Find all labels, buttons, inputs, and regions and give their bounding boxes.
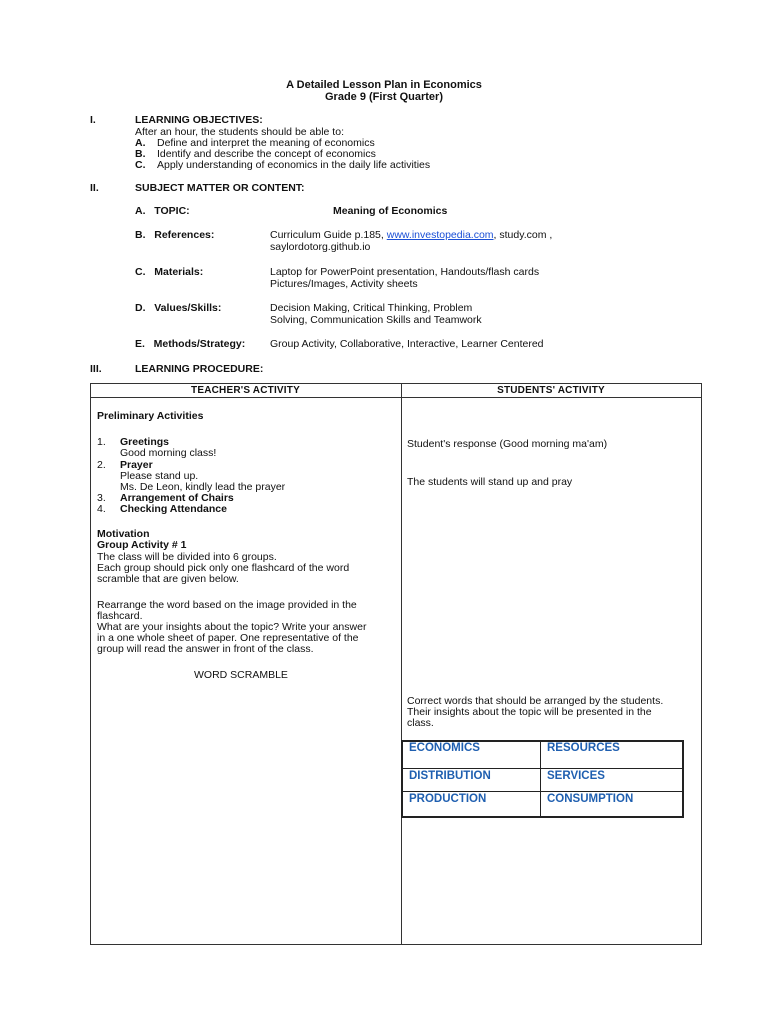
insight-line-3: group will read the answer in front of the class. <box>97 643 314 655</box>
step-title-prayer: Prayer <box>120 459 153 471</box>
section-number-2: II. <box>90 182 99 194</box>
word-table-column-divider <box>540 742 541 816</box>
materials-line-2: Pictures/Images, Activity sheets <box>270 278 418 290</box>
group-activity-heading: Group Activity # 1 <box>97 539 187 551</box>
procedure-table-header-rule <box>90 397 701 398</box>
step-line-prayer-1: Please stand up. <box>120 470 199 482</box>
step-line-prayer-2: Ms. De Leon, kindly lead the prayer <box>120 481 286 493</box>
student-response-greeting: Student's response (Good morning ma'am) <box>407 438 608 450</box>
word-table-row-divider-2 <box>403 791 682 792</box>
materials-label: C. Materials: <box>135 266 204 278</box>
section-number-3: III. <box>90 363 102 375</box>
references-text-post: , study.com , <box>493 229 553 241</box>
references-line-1 <box>270 229 552 241</box>
preliminary-activities-heading: Preliminary Activities <box>97 410 204 422</box>
group-activity-line-2: Each group should pick only one flashcard of the word <box>97 562 350 574</box>
word-cell: RESOURCES <box>547 742 620 754</box>
insight-line-2: in a one whole sheet of paper. One representative of the <box>97 632 359 644</box>
step-number-3: 3. <box>97 492 106 504</box>
values-label: D. Values/Skills: <box>135 302 222 314</box>
word-table-row-divider-1 <box>403 768 682 769</box>
word-cell: PRODUCTION <box>409 793 487 805</box>
procedure-heading: LEARNING PROCEDURE: <box>135 363 264 375</box>
materials-line-1: Laptop for PowerPoint presentation, Handouts/flash cards <box>270 266 540 278</box>
methods-value: Group Activity, Collaborative, Interactive, Learner Centered <box>270 338 544 350</box>
student-response-prayer: The students will stand up and pray <box>407 476 573 488</box>
group-activity-line-3: scramble that are given below. <box>97 573 239 585</box>
rearrange-line-1: Rearrange the word based on the image provided in the <box>97 599 357 611</box>
objective-letter-c: C. <box>135 159 146 171</box>
correct-words-line-1: Correct words that should be arranged by the students. <box>407 695 664 707</box>
word-cell: ECONOMICS <box>409 742 480 754</box>
topic-label: A. TOPIC: <box>135 205 190 217</box>
objectives-heading: LEARNING OBJECTIVES: <box>135 114 263 126</box>
step-title-attendance: Checking Attendance <box>120 503 227 515</box>
word-scramble-label: WORD SCRAMBLE <box>194 669 288 681</box>
teacher-activity-header: TEACHER'S ACTIVITY <box>191 385 300 396</box>
document-title: A Detailed Lesson Plan in Economics <box>286 79 482 91</box>
word-cell: CONSUMPTION <box>547 793 634 805</box>
references-text-pre: Curriculum Guide p.185, <box>270 229 387 241</box>
step-line-greetings: Good morning class! <box>120 447 217 459</box>
insight-line-1: What are your insights about the topic? Write your answer <box>97 621 367 633</box>
rearrange-line-2: flashcard. <box>97 610 143 622</box>
procedure-table-divider <box>401 383 402 944</box>
investopedia-link[interactable]: www.investopedia.com <box>386 229 494 241</box>
step-number-1: 1. <box>97 436 106 448</box>
subject-heading: SUBJECT MATTER OR CONTENT: <box>135 182 305 194</box>
references-label: B. References: <box>135 229 215 241</box>
methods-label: E. Methods/Strategy: <box>135 338 246 350</box>
word-cell: SERVICES <box>547 770 605 782</box>
word-answer-table <box>401 740 684 818</box>
objective-text-b: Identify and describe the concept of economics <box>157 148 376 160</box>
correct-words-line-3: class. <box>407 717 434 729</box>
objective-letter-b: B. <box>135 148 146 160</box>
values-line-2: Solving, Communication Skills and Teamwork <box>270 314 482 326</box>
section-number-1: I. <box>90 114 96 126</box>
word-cell: DISTRIBUTION <box>409 770 491 782</box>
values-line-1: Decision Making, Critical Thinking, Problem <box>270 302 473 314</box>
objective-text-c: Apply understanding of economics in the daily life activities <box>157 159 431 171</box>
group-activity-line-1: The class will be divided into 6 groups. <box>97 551 277 563</box>
procedure-table <box>90 383 702 945</box>
objective-letter-a: A. <box>135 137 146 149</box>
correct-words-line-2: Their insights about the topic will be presented in the <box>407 706 652 718</box>
motivation-heading: Motivation <box>97 528 150 540</box>
step-number-2: 2. <box>97 459 106 471</box>
step-title-chairs: Arrangement of Chairs <box>120 492 234 504</box>
objective-text-a: Define and interpret the meaning of economics <box>157 137 375 149</box>
step-title-greetings: Greetings <box>120 436 170 448</box>
references-line-2: saylordotorg.github.io <box>270 241 371 253</box>
objectives-intro: After an hour, the students should be able to: <box>135 126 344 138</box>
topic-value: Meaning of Economics <box>333 205 448 217</box>
step-number-4: 4. <box>97 503 106 515</box>
students-activity-header: STUDENTS' ACTIVITY <box>497 385 605 396</box>
document-subtitle: Grade 9 (First Quarter) <box>325 91 443 103</box>
